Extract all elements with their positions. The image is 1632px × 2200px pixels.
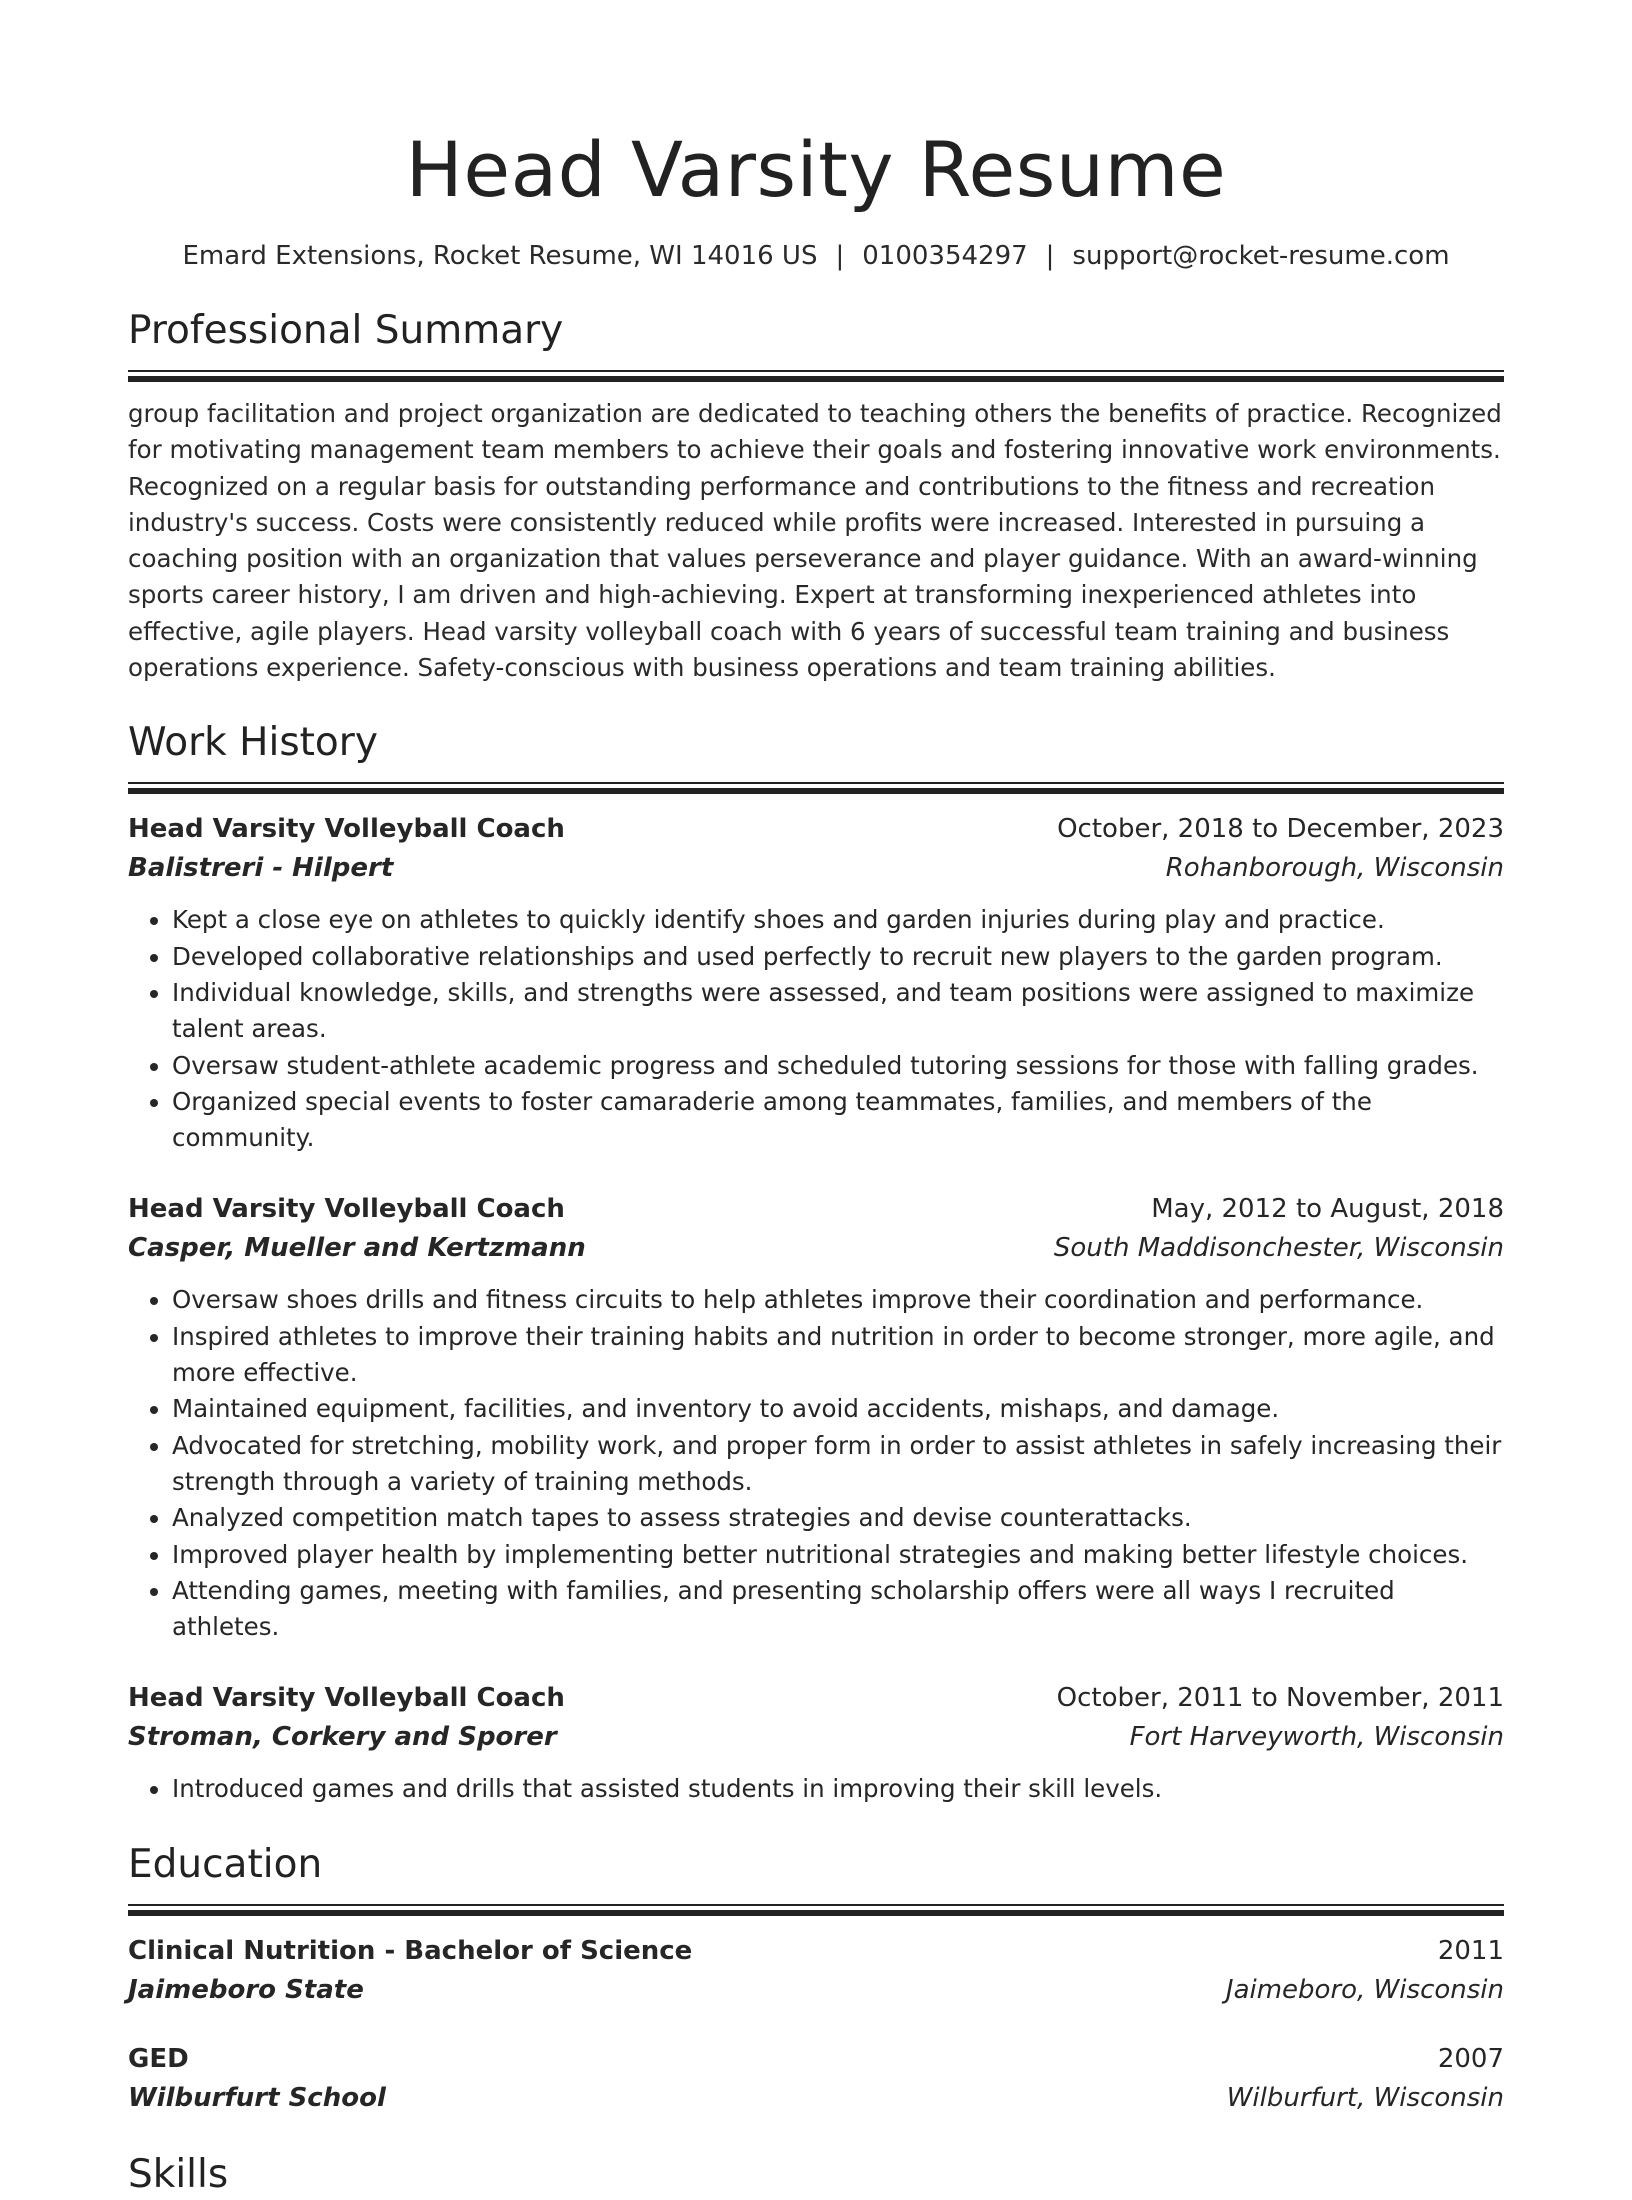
contact-line bbox=[128, 238, 1504, 274]
job-dates: May, 2012 to August, 2018 bbox=[1151, 1194, 1504, 1225]
job-title: Head Varsity Volleyball Coach bbox=[128, 814, 565, 845]
education-location: Jaimeboro, Wisconsin bbox=[1225, 1974, 1504, 2005]
job-entry bbox=[128, 810, 1504, 1156]
job-bullet: • Individual knowledge, skills, and strengths were assessed, and team positions were assigned to maximize talent areas. bbox=[172, 975, 1504, 1048]
education-section bbox=[128, 1840, 1504, 2118]
section-divider bbox=[128, 1904, 1504, 1916]
education-degree: GED bbox=[128, 2043, 189, 2074]
job-company: Casper, Mueller and Kertzmann bbox=[128, 1233, 586, 1264]
section-divider bbox=[128, 782, 1504, 794]
job-bullet: • Oversaw shoes drills and fitness circuits to help athletes improve their coordination and performance. bbox=[172, 1282, 1504, 1318]
education-entry bbox=[128, 2040, 1504, 2118]
work-history-section bbox=[128, 718, 1504, 1807]
job-entry bbox=[128, 1679, 1504, 1807]
section-heading-skills: Skills bbox=[128, 2151, 229, 2197]
job-bullet: • Oversaw student-athlete academic progress and scheduled tutoring sessions for those with falling grades. bbox=[172, 1048, 1504, 1084]
job-company: Balistreri - Hilpert bbox=[128, 853, 394, 884]
job-location: Rohanborough, Wisconsin bbox=[1165, 853, 1504, 884]
education-school: Wilburfurt School bbox=[128, 2082, 386, 2113]
resume-title: Head Varsity Resume bbox=[405, 125, 1227, 214]
section-divider bbox=[128, 370, 1504, 382]
job-bullet: • Improved player health by implementing better nutritional strategies and making better lifestyle choices. bbox=[172, 1537, 1504, 1573]
job-bullet: • Kept a close eye on athletes to quickly identify shoes and garden injuries during play and practice. bbox=[172, 902, 1504, 938]
job-bullet: • Attending games, meeting with families, and presenting scholarship offers were all ways I recruited athletes. bbox=[172, 1573, 1504, 1646]
education-entry bbox=[128, 1932, 1504, 2010]
job-bullet: • Analyzed competition match tapes to assess strategies and devise counterattacks. bbox=[172, 1500, 1504, 1536]
job-bullet: • Developed collaborative relationships and used perfectly to recruit new players to the garden program. bbox=[172, 939, 1504, 975]
contact-separator: | bbox=[835, 241, 845, 271]
job-bullets bbox=[128, 1282, 1504, 1645]
job-bullets bbox=[128, 1771, 1504, 1807]
section-heading-education: Education bbox=[128, 1841, 323, 1887]
resume-page bbox=[128, 0, 1504, 2200]
education-school: Jaimeboro State bbox=[128, 1974, 364, 2005]
job-entry bbox=[128, 1190, 1504, 1645]
education-year: 2007 bbox=[1437, 2043, 1504, 2074]
education-location: Wilburfurt, Wisconsin bbox=[1226, 2082, 1504, 2113]
job-dates: October, 2011 to November, 2011 bbox=[1056, 1683, 1504, 1714]
summary-text: group facilitation and project organization are dedicated to teaching others the benefits of practice. Recognized for motivating management team members to achieve their goals and fostering innovative work environments. Recognized on a regular basis for outstanding performance and contributions to the fitness and recreation industry's success. Costs were consistently reduced while profits were increased. Interested in pursuing a coaching position with an organization that values perseverance and player guidance. With an award-winning sports career history, I am driven and high-achieving. Expert at transforming inexperienced athletes into effective, agile players. Head varsity volleyball coach with 6 years of successful team training and business operations experience. Safety-conscious with business operations and team training abilities. bbox=[128, 399, 1502, 683]
education-degree: Clinical Nutrition - Bachelor of Science bbox=[128, 1935, 693, 1966]
education-year: 2011 bbox=[1437, 1935, 1504, 1966]
contact-email[interactable]: support@rocket-resume.com bbox=[1072, 241, 1450, 271]
job-bullet: • Maintained equipment, facilities, and inventory to avoid accidents, mishaps, and damage. bbox=[172, 1391, 1504, 1427]
job-bullet: • Introduced games and drills that assisted students in improving their skill levels. bbox=[172, 1771, 1504, 1807]
job-title: Head Varsity Volleyball Coach bbox=[128, 1683, 565, 1714]
job-bullet: • Advocated for stretching, mobility work, and proper form in order to assist athletes in safely increasing their strength through a variety of training methods. bbox=[172, 1428, 1504, 1501]
job-location: Fort Harveyworth, Wisconsin bbox=[1129, 1722, 1504, 1753]
job-bullet: • Inspired athletes to improve their training habits and nutrition in order to become stronger, more agile, and more effective. bbox=[172, 1319, 1504, 1392]
section-heading-work-history: Work History bbox=[128, 720, 378, 766]
job-bullets bbox=[128, 902, 1504, 1156]
skills-section bbox=[128, 2150, 1504, 2200]
job-company: Stroman, Corkery and Sporer bbox=[128, 1722, 557, 1753]
summary-section bbox=[128, 306, 1504, 686]
contact-separator: | bbox=[1045, 241, 1055, 271]
contact-address: Emard Extensions, Rocket Resume, WI 14016 US bbox=[182, 241, 818, 271]
job-dates: October, 2018 to December, 2023 bbox=[1057, 814, 1504, 845]
job-location: South Maddisonchester, Wisconsin bbox=[1053, 1233, 1504, 1264]
job-bullet: • Organized special events to foster camaraderie among teammates, families, and members of the community. bbox=[172, 1084, 1504, 1157]
section-heading-summary: Professional Summary bbox=[128, 308, 564, 353]
job-title: Head Varsity Volleyball Coach bbox=[128, 1194, 565, 1225]
contact-phone: 0100354297 bbox=[862, 241, 1028, 271]
